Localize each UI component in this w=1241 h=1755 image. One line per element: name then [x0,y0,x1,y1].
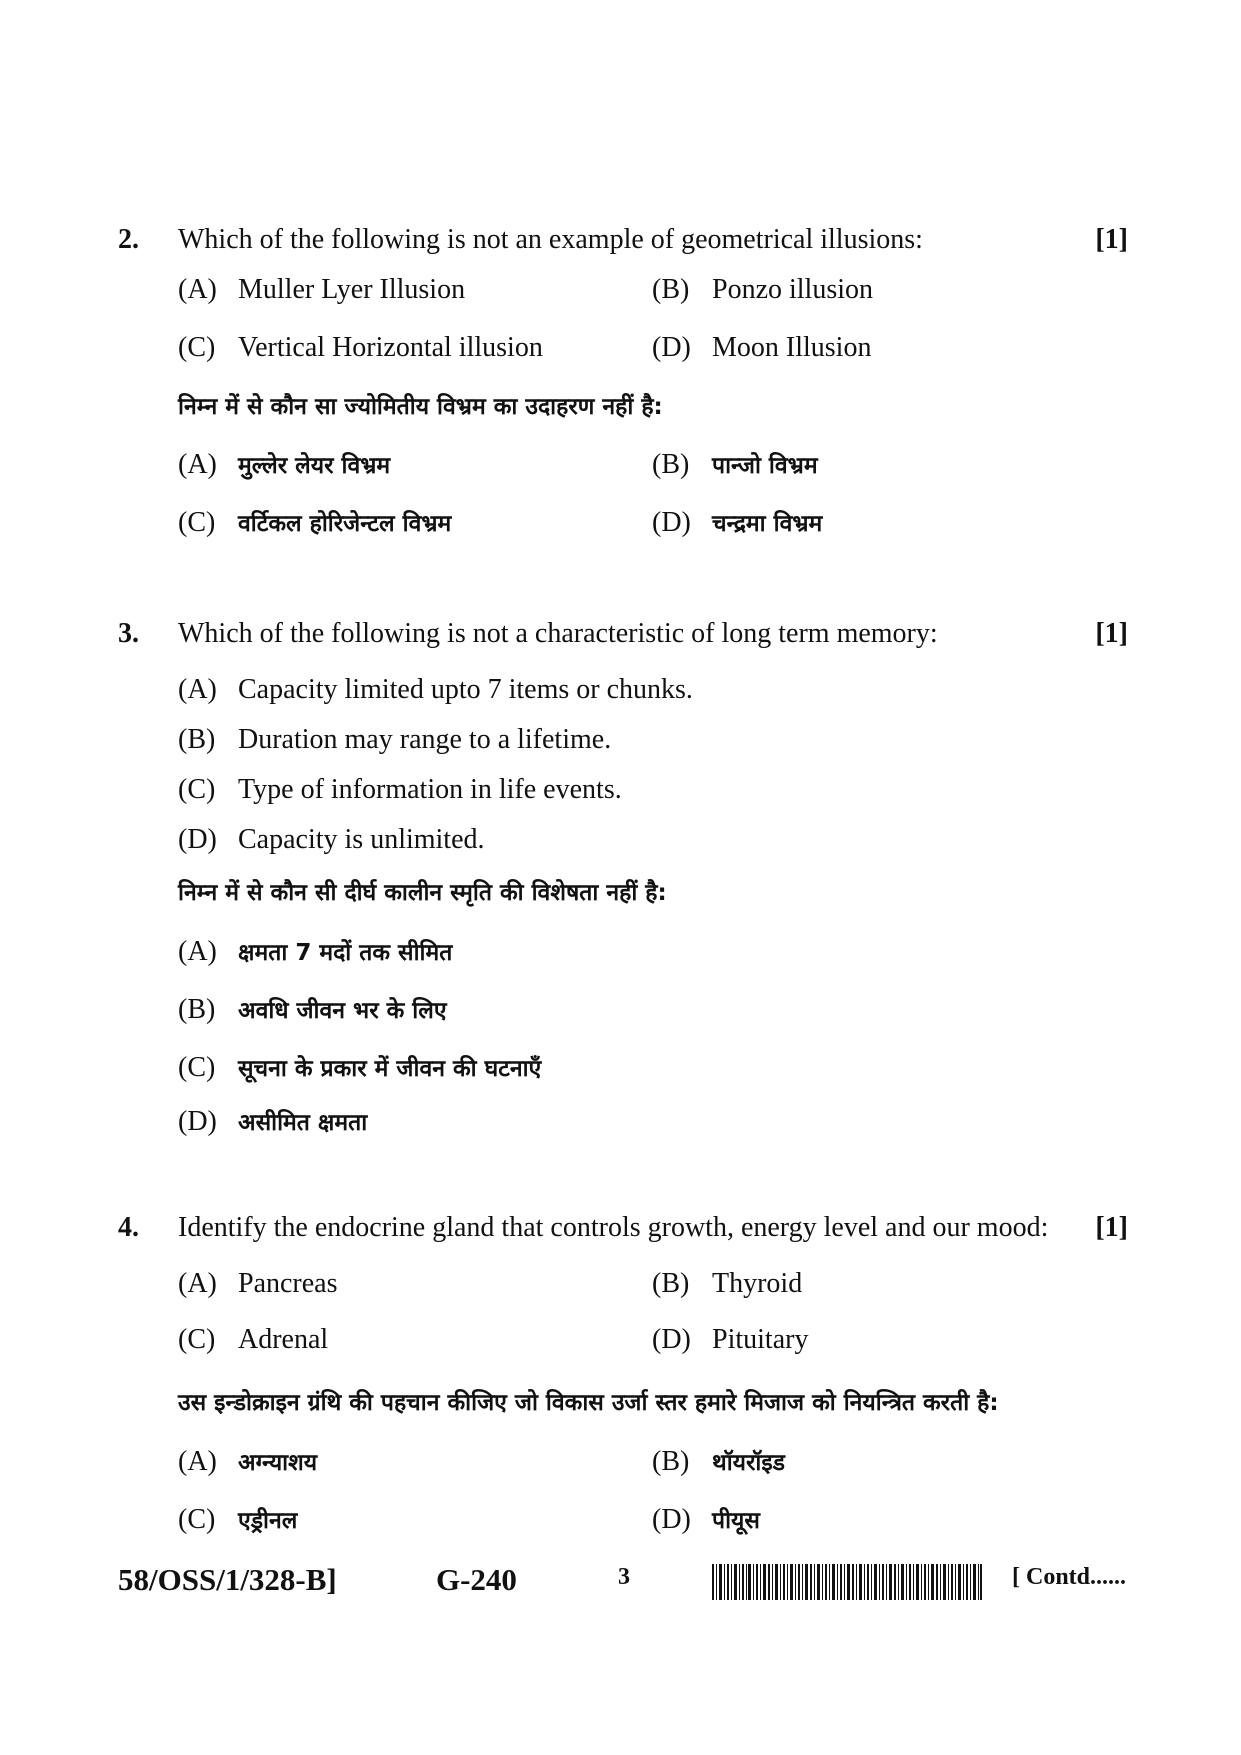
hindi-option-c [178,1502,297,1539]
option-text: Vertical Horizontal illusion [238,332,543,363]
question-number: 3. [118,618,139,649]
continued-label: [ Contd...... [1012,1564,1127,1590]
option-letter: (B) [652,274,690,305]
option-text: चन्द्रमा विभ्रम [712,511,823,537]
option-letter: (A) [178,1446,217,1477]
hindi-option-a [178,447,390,484]
question-marks: [1] [1095,224,1128,255]
option-letter: (C) [178,332,216,363]
option-text: Capacity is unlimited. [238,824,485,855]
option-text: अवधि जीवन भर के लिए [238,998,447,1024]
question-marks: [1] [1095,618,1128,649]
option-letter: (B) [178,994,216,1025]
hindi-option-a [178,1444,317,1481]
option-letter: (C) [178,774,216,805]
hindi-option-d [178,1104,367,1141]
option-letter: (B) [652,449,690,480]
option-letter: (A) [178,936,217,967]
hindi-option-b [178,992,447,1029]
option-a [178,272,465,308]
option-b [178,722,611,758]
option-text: Adrenal [238,1324,329,1355]
question-text: Which of the following is not a characteristic of long term memory: [178,618,938,649]
option-letter: (A) [178,449,217,480]
option-letter: (B) [652,1268,690,1299]
hindi-option-d [652,505,822,542]
option-text: पान्जो विभ्रम [712,453,818,479]
option-letter: (A) [178,1268,217,1299]
option-c [178,772,622,808]
hindi-option-b [652,447,818,484]
option-a [178,672,693,708]
option-b [652,272,873,308]
option-a [178,1266,338,1302]
option-c [178,1322,328,1358]
option-letter: (D) [652,1504,691,1535]
option-text: Thyroid [712,1268,803,1299]
option-letter: (D) [652,507,691,538]
hindi-option-c [178,1050,541,1087]
option-text: Capacity limited upto 7 items or chunks. [238,674,693,705]
hindi-option-c [178,505,451,542]
option-text: मुल्लेर लेयर विभ्रम [238,453,391,479]
question-text: Which of the following is not an example of geometrical illusions: [178,224,923,255]
option-letter: (D) [652,332,691,363]
question-text: Identify the endocrine gland that controls growth, energy level and our mood: [178,1212,1049,1243]
option-text: Type of information in life events. [238,774,622,805]
hindi-question-text: निम्न में से कौन सी दीर्घ कालीन स्मृति की विशेषता नहीं है: [178,880,667,906]
series-code: G-240 [436,1562,517,1597]
paper-code: 58/OSS/1/328-B] [118,1562,337,1597]
option-text: अग्न्याशय [238,1450,318,1476]
hindi-question-text: निम्न में से कौन सा ज्योमितीय विभ्रम का उदाहरण नहीं है: [178,394,663,420]
option-text: Moon Illusion [712,332,872,363]
option-text: सूचना के प्रकार में जीवन की घटनाएँ [238,1056,542,1082]
question-number: 2. [118,224,139,255]
page-number: 3 [618,1564,630,1590]
hindi-option-d [652,1502,760,1539]
barcode-image [712,1564,982,1600]
option-text: पीयूस [712,1508,760,1534]
option-d [652,1322,808,1358]
option-letter: (D) [652,1324,691,1355]
page-footer [0,1562,1241,1612]
option-text: वर्टिकल होरिजेन्टल विभ्रम [238,511,452,537]
option-text: थॉयरॉइड [712,1450,785,1476]
option-letter: (C) [178,1052,216,1083]
option-d [652,330,871,366]
option-letter: (C) [178,1504,216,1535]
option-letter: (B) [652,1446,690,1477]
option-c [178,330,543,366]
question-marks: [1] [1095,1212,1128,1243]
option-letter: (A) [178,274,217,305]
question-number: 4. [118,1212,139,1243]
option-letter: (C) [178,507,216,538]
hindi-option-a [178,934,452,971]
option-text: Duration may range to a lifetime. [238,724,612,755]
option-text: क्षमता 7 मदों तक सीमित [238,940,453,966]
hindi-option-b [652,1444,785,1481]
option-text: Pituitary [712,1324,809,1355]
option-letter: (A) [178,674,217,705]
option-b [652,1266,802,1302]
option-text: Muller Lyer Illusion [238,274,466,305]
option-d [178,822,485,858]
option-text: Ponzo illusion [712,274,874,305]
option-letter: (C) [178,1324,216,1355]
option-text: Pancreas [238,1268,338,1299]
option-letter: (B) [178,724,216,755]
option-letter: (D) [178,824,217,855]
option-text: एड्रीनल [238,1508,298,1534]
option-letter: (D) [178,1106,217,1137]
hindi-question-text: उस इन्डोक्राइन ग्रंथि की पहचान कीजिए जो विकास उर्जा स्तर हमारे मिजाज को नियन्त्रित करती है: [178,1390,999,1416]
option-text: असीमित क्षमता [238,1110,368,1136]
